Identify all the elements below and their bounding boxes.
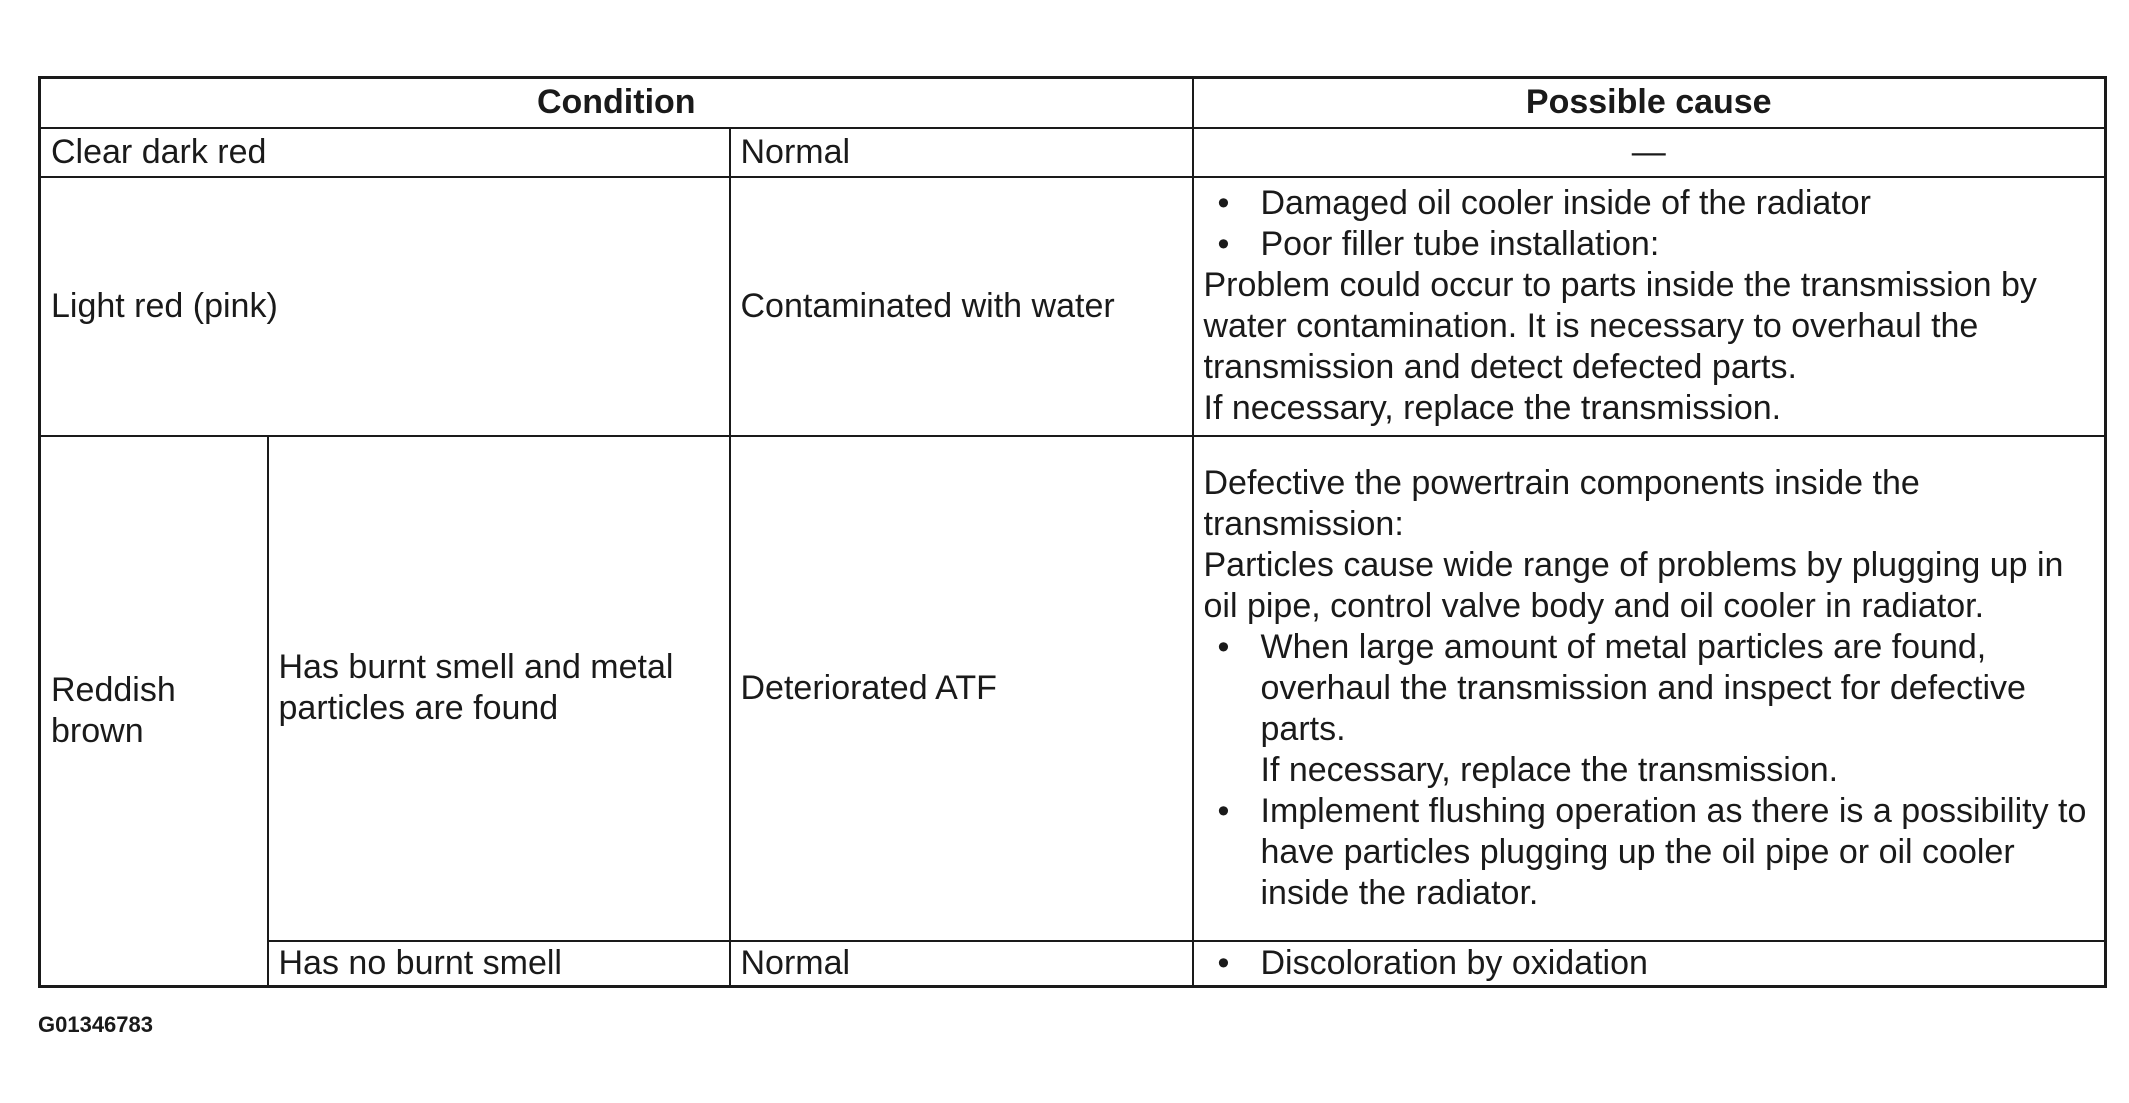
cause-paragraph: If necessary, replace the transmission. xyxy=(1260,750,1839,789)
table-row xyxy=(40,941,2106,986)
header-row xyxy=(40,78,2106,128)
state-cell: Deteriorated ATF xyxy=(730,436,1193,942)
cause-cell xyxy=(1193,177,2106,436)
list-item: • Implement flushing operation as there is a possibility to have particles plugging up the oil pipe or oil cooler inside the radiator. xyxy=(1204,791,2095,914)
cause-bullet-list xyxy=(1204,627,2095,750)
color-cell: Light red (pink) xyxy=(40,177,730,436)
list-item: • Discoloration by oxidation xyxy=(1204,943,2095,984)
cause-bullet-list xyxy=(1204,183,2095,265)
atf-condition-table xyxy=(38,76,2107,988)
smell-cell: Has no burnt smell xyxy=(268,941,730,986)
cause-bullet-list xyxy=(1204,943,2095,984)
table-row xyxy=(40,436,2106,942)
color-cell: Clear dark red xyxy=(40,128,730,177)
cause-cell: — xyxy=(1193,128,2106,177)
state-cell: Contaminated with water xyxy=(730,177,1193,436)
condition-header: Condition xyxy=(40,78,1193,128)
list-item: • Damaged oil cooler inside of the radiator xyxy=(1204,183,2095,224)
table-row xyxy=(40,128,2106,177)
state-cell: Normal xyxy=(730,941,1193,986)
figure-id-label: G01346783 xyxy=(38,1012,153,1037)
list-item: • Poor filler tube installation: xyxy=(1204,224,2095,265)
cause-paragraph: Problem could occur to parts inside the transmission by water contamination. It is necessary to overhaul the transmission and detect defected parts. xyxy=(1203,266,2037,387)
smell-cell: Has burnt smell and metal particles are found xyxy=(268,436,730,942)
cause-paragraph: Defective the powertrain components inside the transmission: xyxy=(1203,463,1920,543)
cause-cell xyxy=(1193,941,2106,986)
cause-bullet-list xyxy=(1204,791,2095,914)
color-cell: Reddish brown xyxy=(40,436,268,987)
state-cell: Normal xyxy=(730,128,1193,177)
possible-cause-header: Possible cause xyxy=(1193,78,2106,128)
cause-paragraph: Particles cause wide range of problems by plugging up in oil pipe, control valve body and oil cooler in radiator. xyxy=(1203,545,2064,625)
list-item: • When large amount of metal particles are found, overhaul the transmission and inspect for defective parts. xyxy=(1204,627,2095,750)
table-row xyxy=(40,177,2106,436)
cause-cell xyxy=(1193,436,2106,942)
cause-paragraph: If necessary, replace the transmission. xyxy=(1203,389,1782,428)
